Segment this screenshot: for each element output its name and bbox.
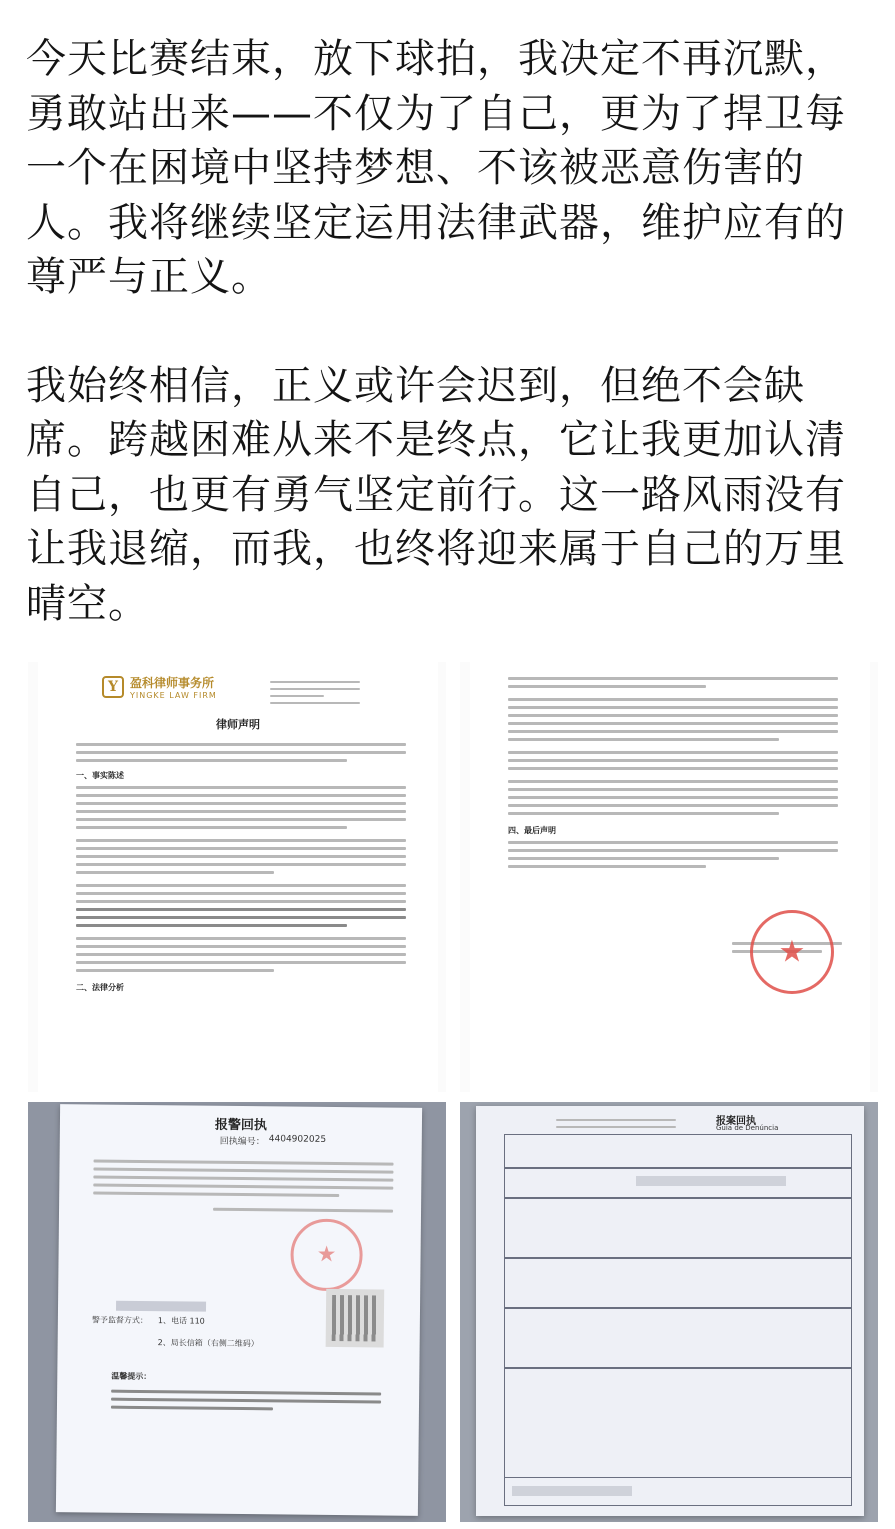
report-header-lines bbox=[556, 1114, 676, 1133]
statement-body-2 bbox=[508, 672, 838, 873]
seal-star-icon: ★ bbox=[778, 934, 806, 970]
reminder-text bbox=[111, 1385, 381, 1417]
receipt-number-value: 4404902025 bbox=[268, 1134, 327, 1145]
image-grid bbox=[28, 662, 876, 1522]
supervision-method-label: 警予监督方式： bbox=[91, 1315, 148, 1326]
report-form-row-6 bbox=[504, 1368, 852, 1478]
post-body bbox=[26, 32, 876, 631]
reminder-label: 温馨提示： bbox=[111, 1371, 152, 1382]
report-title: 报案回执 bbox=[716, 1116, 756, 1127]
receipt-number bbox=[220, 1134, 326, 1148]
lawyer-statement-title: 律师声明 bbox=[216, 718, 260, 731]
police-seal-stamp bbox=[290, 1219, 363, 1292]
seal-star-icon: ★ bbox=[316, 1242, 337, 1268]
report-form-row-4 bbox=[504, 1258, 852, 1308]
receipt-number-label: 回执编号： bbox=[219, 1136, 265, 1148]
statement-body bbox=[76, 738, 406, 993]
receipt-body bbox=[93, 1154, 394, 1217]
qr-code bbox=[326, 1289, 385, 1348]
firm-logo bbox=[102, 674, 217, 700]
post-paragraph-1: 今天比赛结束，放下球拍，我决定不再沉默，勇敢站出来——不仅为了自己，更为了捍卫每一个在困境中坚持梦想、不该被恶意伤害的人。我将继续坚定运用法律武器，维护应有的尊严与正义。 bbox=[26, 36, 846, 300]
firm-contact-block bbox=[270, 676, 360, 709]
image-police-receipt[interactable] bbox=[28, 1102, 446, 1522]
section-heading-1: 一、事实陈述 bbox=[76, 771, 124, 780]
supervision-method-2: 2、局长信箱（右侧二维码） bbox=[157, 1338, 259, 1349]
blurred-phone bbox=[116, 1301, 206, 1312]
firm-seal-stamp bbox=[750, 910, 834, 994]
firm-name-en: YINGKE LAW FIRM bbox=[130, 691, 217, 700]
blurred-signature bbox=[512, 1486, 632, 1496]
supervision-method-1: 1、电话 110 bbox=[157, 1316, 205, 1326]
post-paragraph-2: 我始终相信，正义或许会迟到，但绝不会缺席。跨越困难从来不是终点，它让我更加认清自己，也更有勇气坚定前行。这一路风雨没有让我退缩，而我，也终将迎来属于自己的万里晴空。 bbox=[26, 362, 846, 627]
report-form-row-3 bbox=[504, 1198, 852, 1258]
section-heading-4: 四、最后声明 bbox=[508, 826, 556, 835]
report-form-row-5 bbox=[504, 1308, 852, 1368]
section-heading-2: 二、法律分析 bbox=[76, 983, 124, 992]
police-receipt-title: 报警回执 bbox=[214, 1117, 268, 1134]
image-lawyer-statement-page-2[interactable] bbox=[460, 662, 878, 1092]
report-form-row-1 bbox=[504, 1134, 852, 1168]
blurred-field bbox=[636, 1176, 786, 1186]
report-subtitle: Guia de Denúncia bbox=[716, 1124, 779, 1132]
image-lawyer-statement-page-1[interactable] bbox=[28, 662, 446, 1092]
firm-name-cn: 盈科律师事务所 bbox=[130, 676, 215, 690]
image-foreign-police-report[interactable] bbox=[460, 1102, 878, 1522]
firm-logo-icon: Y bbox=[102, 676, 124, 698]
